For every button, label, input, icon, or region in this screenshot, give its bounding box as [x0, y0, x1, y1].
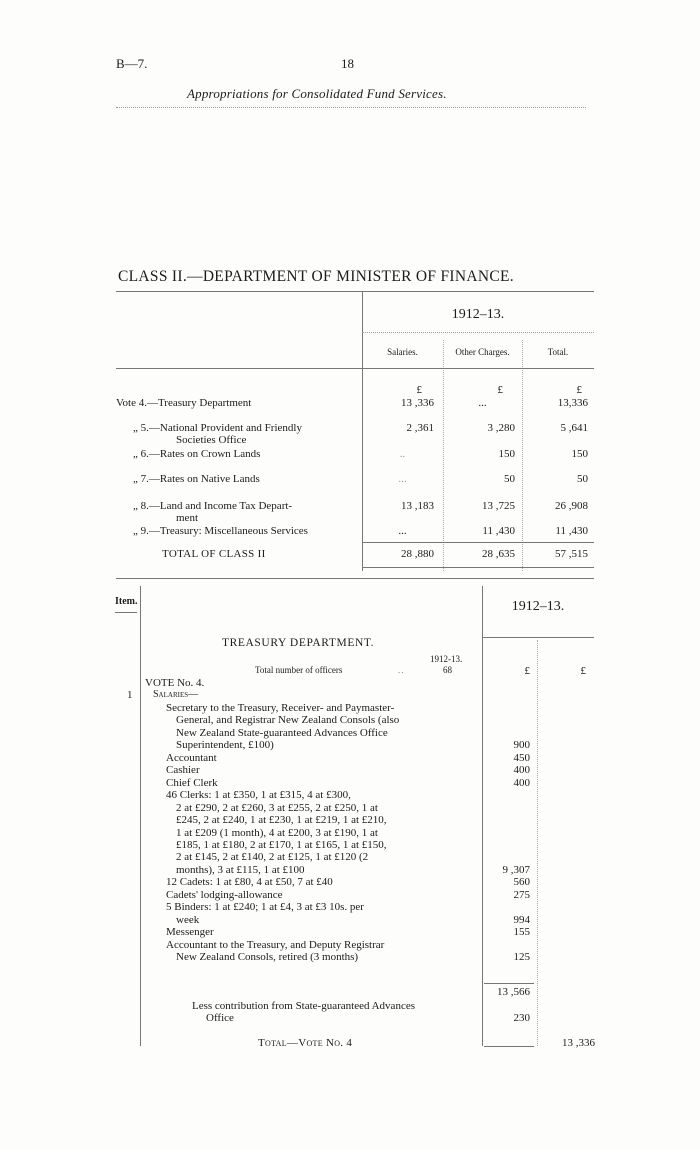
col-header-salaries: Salaries. — [387, 347, 418, 357]
vote-row-total: 150 — [571, 448, 588, 460]
vote-row-other: 11 ,430 — [482, 525, 515, 537]
department-heading: TREASURY DEPARTMENT. — [222, 637, 375, 649]
col-header-total: Total. — [547, 347, 569, 357]
vote-row-total: 13,336 — [557, 397, 588, 409]
salary-line-amount: 275 — [513, 888, 530, 901]
vote-row-total: 11 ,430 — [555, 525, 588, 537]
vote-row-other: 13 ,725 — [482, 500, 515, 512]
salary-line: General, and Registrar New Zealand Consols (also — [176, 714, 400, 727]
page-number: 18 — [341, 56, 354, 71]
vote-row-other: ... — [478, 397, 487, 409]
header-rule — [116, 107, 586, 108]
currency-symbol: £ — [416, 384, 422, 396]
currency-symbol: £ — [524, 665, 530, 677]
currency-symbol: £ — [580, 665, 586, 677]
vote-number: VOTE No. 4. — [145, 677, 205, 689]
amount-col-rule — [482, 586, 483, 1046]
less-contribution-amount: 230 — [513, 1012, 530, 1024]
vote-row-salaries: ... — [398, 525, 407, 537]
vote-row-salaries: 2 ,361 — [406, 422, 434, 434]
salary-line: 12 Cadets: 1 at £80, 4 at £50, 7 at £40 — [166, 876, 333, 889]
subtotal-amount: 13 ,566 — [497, 986, 530, 998]
summary-bottom-rule — [362, 567, 594, 568]
salary-line: 46 Clerks: 1 at £350, 1 at £315, 4 at £300, — [166, 789, 351, 802]
salary-line-amount: 450 — [513, 751, 530, 764]
vote-row-label: „ 7.—Rates on Native Lands — [133, 473, 260, 485]
subtotal-rule — [484, 983, 534, 984]
salary-line: Accountant — [166, 751, 217, 764]
vote-row-total: 26 ,908 — [555, 500, 588, 512]
page-reference: B—7. — [116, 56, 148, 71]
salary-line: 1 at £209 (1 month), 4 at £200, 3 at £190, 1 at — [176, 826, 378, 839]
vote-row-salaries: 13 ,336 — [401, 397, 434, 409]
officers-label: Total number of officers — [255, 665, 343, 675]
salary-line-amount: 125 — [513, 951, 530, 963]
vote-total-rule — [484, 1046, 534, 1047]
officers-year: 1912-13. — [430, 654, 463, 664]
vote-row-label: „ 6.—Rates on Crown Lands — [133, 448, 261, 460]
vote-total-label: Total—Vote No. 4 — [258, 1037, 353, 1049]
salary-line: £245, 2 at £240, 1 at £230, 1 at £219, 1 at £210, — [176, 814, 387, 827]
summary-year-rule — [362, 332, 594, 333]
vote-row-total: 50 — [577, 473, 588, 485]
vote-row-total: 5 ,641 — [560, 422, 588, 434]
salary-line-amount: 9 ,307 — [502, 863, 530, 876]
vote-row-salaries: 13 ,183 — [401, 500, 434, 512]
salary-line-amount: 900 — [513, 739, 530, 752]
vote-row-salaries: .. — [399, 448, 406, 460]
vote-row-other: 150 — [498, 448, 515, 460]
less-contribution-label: Less contribution from State-guaranteed Advances — [192, 1000, 415, 1012]
salary-line: 2 at £290, 2 at £260, 3 at £255, 2 at £250, 1 at — [176, 801, 378, 814]
class-total-salaries: 28 ,880 — [401, 548, 434, 560]
item-number: 1 — [127, 689, 133, 701]
salary-line-amount: 400 — [513, 764, 530, 777]
salary-line: New Zealand Consols, retired (3 months) — [176, 951, 359, 963]
salary-line: Messenger — [166, 926, 214, 939]
summary-header-rule — [116, 368, 594, 369]
running-title: Appropriations for Consolidated Fund Services. — [187, 86, 447, 101]
vote-row-label: Vote 4.—Treasury Department — [116, 397, 252, 409]
vote-row-label-cont: Societies Office — [176, 434, 247, 446]
salary-line: Superintendent, £100) — [176, 739, 274, 752]
section-divider — [116, 578, 594, 579]
less-contribution-label-cont: Office — [206, 1012, 234, 1024]
salary-line: £185, 1 at £180, 2 at £170, 1 at £165, 1 at £150, — [176, 838, 387, 851]
salaries-heading: Salaries— — [153, 689, 199, 700]
salary-line: 5 Binders: 1 at £240; 1 at £4, 3 at £3 10s. per — [166, 901, 364, 914]
item-header-rule — [115, 612, 137, 613]
summary-total-rule — [362, 542, 594, 543]
currency-symbol: £ — [497, 384, 503, 396]
vote-row-label-cont: ment — [176, 512, 198, 524]
salary-line: Cadets' lodging-allowance — [166, 888, 283, 901]
summary-top-rule — [116, 291, 594, 292]
class-heading: CLASS II.—DEPARTMENT OF MINISTER OF FINANCE. — [118, 268, 514, 285]
vote-row-other: 3 ,280 — [487, 422, 515, 434]
salary-line: months), 3 at £115, 1 at £100 — [176, 863, 305, 876]
salary-line: Accountant to the Treasury, and Deputy Registrar — [166, 938, 385, 951]
salary-line: Secretary to the Treasury, Receiver- and Paymaster- — [166, 702, 395, 714]
col-header-other-charges: Other Charges. — [455, 347, 510, 357]
detail-year-rule — [482, 637, 594, 638]
amount-col-rule — [537, 640, 538, 1046]
vote-row-other: 50 — [504, 473, 515, 485]
officers-count: 68 — [443, 665, 452, 675]
salary-line: week — [176, 913, 200, 926]
salary-line: 2 at £145, 2 at £140, 2 at £125, 1 at £120 (2 — [176, 851, 369, 864]
salary-line: New Zealand State-guaranteed Advances Office — [176, 726, 388, 739]
item-header: Item. — [115, 596, 138, 607]
salary-line-amount: 155 — [513, 926, 530, 939]
vote-row-salaries: ... — [398, 473, 407, 485]
detail-year: 1912–13. — [511, 599, 565, 614]
currency-symbol: £ — [576, 384, 582, 396]
item-col-rule — [140, 586, 141, 1046]
class-total-other: 28 ,635 — [482, 548, 515, 560]
salary-line: Chief Clerk — [166, 776, 218, 789]
class-total-total: 57 ,515 — [555, 548, 588, 560]
summary-year: 1912–13. — [451, 307, 505, 322]
vote-row-label: „ 9.—Treasury: Miscellaneous Services — [133, 525, 308, 537]
vote-row-label: „ 8.—Land and Income Tax Depart- — [133, 500, 293, 512]
vote-row-label: „ 5.—National Provident and Friendly — [133, 422, 302, 434]
salary-line-amount: 400 — [513, 776, 530, 789]
salary-line-amount: 560 — [513, 876, 530, 889]
vote-total-amount: 13 ,336 — [562, 1037, 595, 1049]
salary-line-amount: 994 — [513, 913, 530, 926]
class-total-label: TOTAL OF CLASS II — [162, 548, 266, 560]
salary-line: Cashier — [166, 764, 200, 777]
